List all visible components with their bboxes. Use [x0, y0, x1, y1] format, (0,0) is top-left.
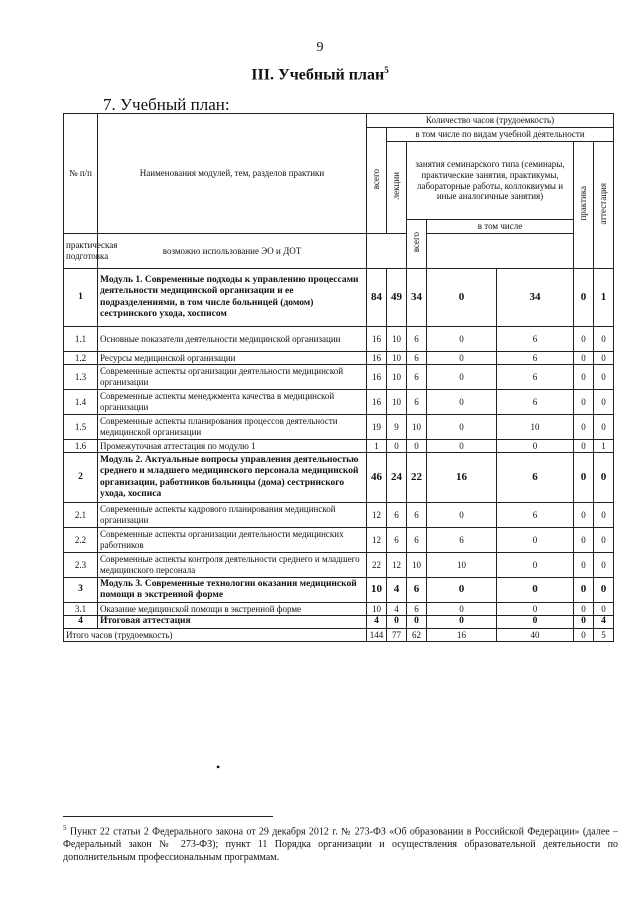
cell-eo: 6 — [497, 365, 574, 390]
row-number: 1 — [64, 269, 98, 327]
cell-total: 4 — [367, 616, 387, 629]
page-number: 9 — [316, 40, 324, 55]
stray-mark: • — [216, 760, 221, 774]
header-practical-training: практическая подготовка — [64, 234, 98, 269]
total-cell-eo: 40 — [497, 629, 574, 642]
cell-eo: 0 — [497, 440, 574, 453]
cell-practice: 0 — [574, 390, 594, 415]
cell-total: 10 — [367, 603, 387, 616]
row-name: Современные аспекты организации деятельности медицинской организации — [98, 365, 367, 390]
cell-att: 0 — [594, 453, 614, 503]
cell-total: 84 — [367, 269, 387, 327]
table-row — [64, 327, 614, 352]
row-number: 1.3 — [64, 365, 98, 390]
cell-lect: 4 — [387, 603, 407, 616]
cell-att: 0 — [594, 327, 614, 352]
cell-eo: 0 — [497, 578, 574, 603]
cell-sem: 6 — [407, 365, 427, 390]
cell-eo: 0 — [497, 603, 574, 616]
row-name: Современные аспекты кадрового планирования медицинской организации — [98, 503, 367, 528]
total-cell-att: 5 — [594, 629, 614, 642]
table-row — [64, 390, 614, 415]
row-number: 4 — [64, 616, 98, 629]
row-name: Модуль 2. Актуальные вопросы управления деятельностью среднего и младшего медицинского персонала медицинской организации, работников больницы (дома) сестринского ухода, хосписа — [98, 453, 367, 503]
cell-att: 1 — [594, 269, 614, 327]
cell-total: 1 — [367, 440, 387, 453]
cell-eo: 6 — [497, 327, 574, 352]
header-incl: в том числе — [427, 220, 574, 234]
cell-lect: 10 — [387, 352, 407, 365]
cell-att: 0 — [594, 365, 614, 390]
table-row — [64, 553, 614, 578]
cell-sem: 34 — [407, 269, 427, 327]
cell-sem: 22 — [407, 453, 427, 503]
table-row — [64, 415, 614, 440]
cell-total: 19 — [367, 415, 387, 440]
row-name: Современные аспекты менеджмента качества в медицинской организации — [98, 390, 367, 415]
cell-sem: 6 — [407, 352, 427, 365]
cell-sem: 6 — [407, 578, 427, 603]
cell-att: 0 — [594, 390, 614, 415]
cell-prac: 0 — [427, 603, 497, 616]
cell-prac: 0 — [427, 390, 497, 415]
cell-lect: 0 — [387, 616, 407, 629]
module-row — [64, 616, 614, 629]
cell-prac: 6 — [427, 528, 497, 553]
row-number: 1.4 — [64, 390, 98, 415]
cell-att: 0 — [594, 503, 614, 528]
cell-practice: 0 — [574, 603, 594, 616]
cell-practice: 0 — [574, 553, 594, 578]
row-name: Ресурсы медицинской организации — [98, 352, 367, 365]
cell-total: 16 — [367, 365, 387, 390]
cell-att: 0 — [594, 528, 614, 553]
cell-sem: 0 — [407, 616, 427, 629]
cell-lect: 9 — [387, 415, 407, 440]
cell-prac: 0 — [427, 327, 497, 352]
table-row — [64, 528, 614, 553]
cell-eo: 0 — [497, 553, 574, 578]
cell-practice: 0 — [574, 616, 594, 629]
cell-sem: 6 — [407, 503, 427, 528]
cell-att: 0 — [594, 603, 614, 616]
row-number: 1.5 — [64, 415, 98, 440]
row-name: Оказание медицинской помощи в экстренной форме — [98, 603, 367, 616]
row-number: 1.2 — [64, 352, 98, 365]
row-number: 1.6 — [64, 440, 98, 453]
cell-prac: 0 — [427, 616, 497, 629]
cell-prac: 0 — [427, 578, 497, 603]
header-seminar-total-label: всего — [411, 232, 422, 253]
cell-lect: 0 — [387, 440, 407, 453]
cell-lect: 4 — [387, 578, 407, 603]
header-lectures — [387, 142, 407, 234]
row-name: Промежуточная аттестация по модулю 1 — [98, 440, 367, 453]
header-practice-label: практика — [578, 186, 589, 221]
row-number: 3.1 — [64, 603, 98, 616]
header-num: № п/п — [64, 114, 98, 234]
row-name: Основные показатели деятельности медицинской организации — [98, 327, 367, 352]
cell-att: 4 — [594, 616, 614, 629]
cell-eo: 6 — [497, 390, 574, 415]
cell-eo: 10 — [497, 415, 574, 440]
cell-total: 12 — [367, 528, 387, 553]
total-cell-prac: 16 — [427, 629, 497, 642]
cell-sem: 0 — [407, 440, 427, 453]
total-cell-lect: 77 — [387, 629, 407, 642]
cell-lect: 10 — [387, 365, 407, 390]
module-row — [64, 269, 614, 327]
cell-practice: 0 — [574, 503, 594, 528]
cell-lect: 49 — [387, 269, 407, 327]
table-row — [64, 440, 614, 453]
section-title-text: III. Учебный план — [251, 66, 385, 84]
cell-eo: 6 — [497, 352, 574, 365]
cell-att: 0 — [594, 415, 614, 440]
row-number: 2 — [64, 453, 98, 503]
cell-lect: 10 — [387, 327, 407, 352]
cell-sem: 6 — [407, 327, 427, 352]
row-name: Современные аспекты контроля деятельности среднего и младшего медицинского персонала — [98, 553, 367, 578]
cell-prac: 0 — [427, 440, 497, 453]
total-label: Итого часов (трудоемкость) — [64, 629, 367, 642]
cell-practice: 0 — [574, 327, 594, 352]
module-row — [64, 578, 614, 603]
cell-practice: 0 — [574, 528, 594, 553]
cell-att: 0 — [594, 352, 614, 365]
row-number: 3 — [64, 578, 98, 603]
header-name: Наименования модулей, тем, разделов практики — [98, 114, 367, 234]
cell-total: 16 — [367, 352, 387, 365]
cell-eo: 6 — [497, 503, 574, 528]
cell-prac: 0 — [427, 415, 497, 440]
cell-practice: 0 — [574, 365, 594, 390]
total-cell-practice: 0 — [574, 629, 594, 642]
cell-practice: 0 — [574, 269, 594, 327]
cell-total: 46 — [367, 453, 387, 503]
cell-eo: 34 — [497, 269, 574, 327]
header-total-label: всего — [371, 168, 382, 190]
footnote-text: Пункт 22 статьи 2 Федерального закона от 29 декабря 2012 г. № 273-ФЗ «Об образовании в Российской Федерации» (далее – Федеральный закон № 273-ФЗ); пункт 11 Порядка организации и осуществления образовательной деятельности по дополнительным профессиональным программам. — [63, 826, 619, 864]
row-name: Модуль 1. Современные подходы к управлению процессами деятельности медицинской организации и ее подразделениями, в том числе больницей (домом) сестринского ухода, хосписом — [98, 269, 367, 327]
cell-prac: 0 — [427, 269, 497, 327]
header-eo-dot: возможно использование ЭО и ДОТ — [98, 234, 367, 269]
curriculum-table — [63, 113, 614, 642]
cell-practice: 0 — [574, 440, 594, 453]
row-number: 1.1 — [64, 327, 98, 352]
cell-eo: 6 — [497, 453, 574, 503]
footnote-number: 5 — [63, 824, 67, 832]
header-seminar-total — [407, 220, 427, 269]
total-cell-sem: 62 — [407, 629, 427, 642]
cell-practice: 0 — [574, 578, 594, 603]
total-row — [64, 629, 614, 642]
cell-eo: 0 — [497, 528, 574, 553]
header-seminar: занятия семинарского типа (семинары, практические занятия, практикумы, лабораторные работы, коллоквиумы и иные аналогичные занятия) — [407, 142, 574, 220]
cell-total: 12 — [367, 503, 387, 528]
header-attestation — [594, 142, 614, 269]
cell-practice: 0 — [574, 415, 594, 440]
cell-lect: 6 — [387, 528, 407, 553]
cell-lect: 10 — [387, 390, 407, 415]
cell-prac: 0 — [427, 352, 497, 365]
header-lectures-label: лекции — [391, 172, 402, 200]
cell-prac: 10 — [427, 553, 497, 578]
row-number: 2.1 — [64, 503, 98, 528]
cell-total: 16 — [367, 390, 387, 415]
header-hours: Количество часов (трудоемкость) — [367, 114, 614, 128]
cell-sem: 6 — [407, 603, 427, 616]
cell-lect: 6 — [387, 503, 407, 528]
cell-prac: 16 — [427, 453, 497, 503]
row-number: 2.2 — [64, 528, 98, 553]
table-row — [64, 352, 614, 365]
row-name: Итоговая аттестация — [98, 616, 367, 629]
cell-att: 0 — [594, 553, 614, 578]
table-row — [64, 365, 614, 390]
plan-heading: 7. Учебный план: — [103, 95, 230, 114]
cell-prac: 0 — [427, 365, 497, 390]
cell-total: 10 — [367, 578, 387, 603]
cell-total: 22 — [367, 553, 387, 578]
footnote — [63, 824, 618, 864]
row-name: Модуль 3. Современные технологии оказания медицинской помощи в экстренной форме — [98, 578, 367, 603]
cell-total: 16 — [367, 327, 387, 352]
header-incl-activities: в том числе по видам учебной деятельности — [387, 128, 614, 142]
cell-sem: 6 — [407, 390, 427, 415]
footnote-divider — [63, 816, 273, 817]
cell-sem: 10 — [407, 553, 427, 578]
cell-sem: 6 — [407, 528, 427, 553]
header-practice — [574, 142, 594, 269]
total-cell-total: 144 — [367, 629, 387, 642]
row-name: Современные аспекты планирования процессов деятельности медицинской организации — [98, 415, 367, 440]
cell-sem: 10 — [407, 415, 427, 440]
header-attestation-label: аттестация — [598, 182, 609, 225]
table-row — [64, 603, 614, 616]
footnote-reference: 5 — [384, 65, 389, 75]
module-row — [64, 453, 614, 503]
cell-att: 1 — [594, 440, 614, 453]
cell-prac: 0 — [427, 503, 497, 528]
cell-practice: 0 — [574, 453, 594, 503]
cell-att: 0 — [594, 578, 614, 603]
cell-practice: 0 — [574, 352, 594, 365]
row-name: Современные аспекты организации деятельности медицинских работников — [98, 528, 367, 553]
cell-lect: 12 — [387, 553, 407, 578]
section-title — [0, 65, 640, 84]
cell-eo: 0 — [497, 616, 574, 629]
cell-lect: 24 — [387, 453, 407, 503]
table-row — [64, 503, 614, 528]
header-total — [367, 128, 387, 234]
row-number: 2.3 — [64, 553, 98, 578]
